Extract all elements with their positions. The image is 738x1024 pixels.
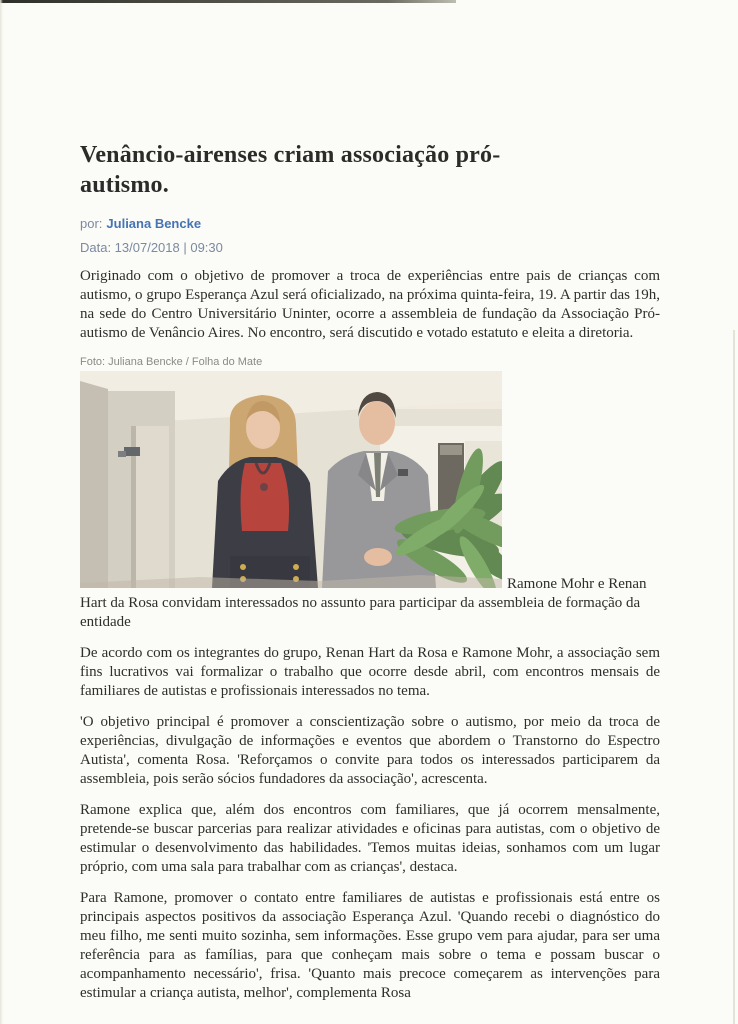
byline-author-link[interactable]: Juliana Bencke xyxy=(106,216,202,231)
photo-credit: Foto: Juliana Bencke / Folha do Mate xyxy=(80,356,263,368)
byline-label: por: xyxy=(80,216,103,231)
paragraph-objective: 'O objetivo principal é promover a conscientização sobre o autismo, por meio da troca de experiências, divulgação de informações e eventos que abordem o Transtorno do Espectro Autista', comenta Rosa. 'Reforçamos o convite para todos os interessados participarem da assembleia, pois serão sócios fundadores da associação', acrescenta. xyxy=(80,714,660,787)
article-date: Data: 13/07/2018 | 09:30 xyxy=(80,240,223,255)
article-photo xyxy=(80,371,502,588)
byline xyxy=(80,216,660,231)
paragraph-closing: Para Ramone, promover o contato entre familiares de autistas e profissionais está entre os principais aspectos positivos da associação Esperança Azul. 'Quando recebi o diagnóstico do meu filho, me senti muito sozinha, sem informações. Esse grupo vem para ajudar, para ser uma referência para as famílias, para que conheçam mais sobre o tema e possam buscar o acompanhamento necessário', frisa. 'Quanto mais precoce começarem as intervenções para estimular a criança autista, melhor', complementa Rosa xyxy=(80,890,660,1001)
photo-caption: Ramone Mohr e Renan Hart da Rosa convidam interessados no assunto para participar da assembleia de formação da entidade xyxy=(80,576,647,630)
paragraph-lead: Originado com o objetivo de promover a troca de experiências entre pais de crianças com autismo, o grupo Esperança Azul será oficializado, na próxima quinta-feira, 19. A partir das 19h, na sede do Centro Universitário Uninter, ocorre a assembleia de fundação da Associação Pró-autismo de Venâncio Aires. No encontro, será discutido e votado estatuto e eleita a diretoria. xyxy=(80,268,660,341)
article-title: Venâncio-airenses criam associação pró-autismo. xyxy=(80,142,501,198)
paragraph-activities: Ramone explica que, além dos encontros com familiares, que já ocorrem mensalmente, pretende-se buscar parcerias para realizar atividades e oficinas para autistas, com o objetivo de estimular o desenvolvimento das habilidades. 'Temos muitas ideias, sonhamos com um lugar próprio, com uma sala para trabalhar com as crianças', destaca. xyxy=(80,802,660,875)
paragraph-group: De acordo com os integrantes do grupo, Renan Hart da Rosa e Ramone Mohr, a associação sem fins lucrativos vai formalizar o trabalho que ocorre desde abril, com encontros mensais de familiares de autistas e profissionais interessados no tema. xyxy=(80,645,660,699)
photo-caption-block xyxy=(80,371,660,632)
